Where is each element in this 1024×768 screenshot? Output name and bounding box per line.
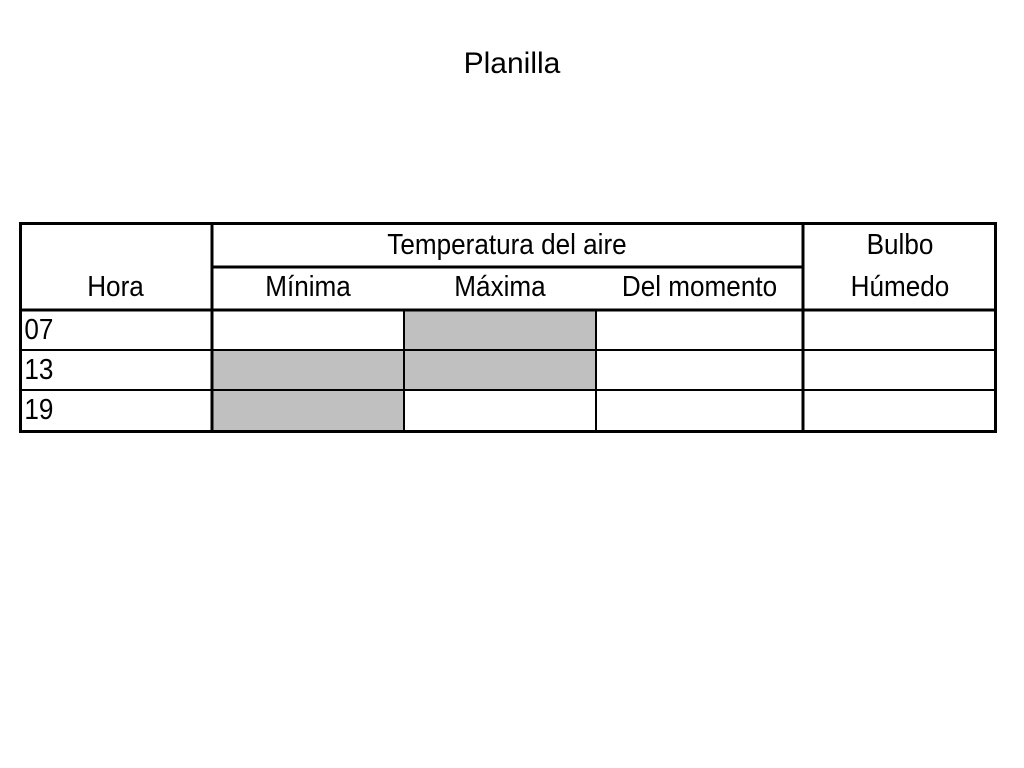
header-maxima: Máxima	[454, 271, 546, 303]
cell-13-minima-shaded	[212, 350, 404, 390]
cell-19-minima-shaded	[212, 390, 404, 432]
cell-07-bulbo-humedo	[803, 310, 997, 350]
cell-19-maxima	[404, 390, 596, 432]
cell-13-del-momento	[596, 350, 803, 390]
cell-13-bulbo-humedo	[803, 350, 997, 390]
header-del-momento: Del momento	[621, 271, 778, 303]
header-bulbo: Bulbo	[866, 229, 934, 261]
header-humedo: Húmedo	[850, 271, 950, 303]
row-hora-19: 19	[24, 394, 54, 426]
cell-07-maxima-shaded	[404, 310, 596, 350]
header-minima: Mínima	[265, 271, 351, 303]
header-temperatura-del-aire: Temperatura del aire	[387, 229, 627, 261]
cell-07-del-momento	[596, 310, 803, 350]
page-title: Planilla	[463, 47, 561, 80]
cell-19-bulbo-humedo	[803, 390, 997, 432]
row-hora-07: 07	[24, 314, 54, 346]
header-hora: Hora	[87, 271, 144, 303]
cell-19-del-momento	[596, 390, 803, 432]
planilla-table	[19, 222, 997, 433]
cell-13-maxima-shaded	[404, 350, 596, 390]
cell-07-minima	[212, 310, 404, 350]
row-hora-13: 13	[24, 354, 54, 386]
